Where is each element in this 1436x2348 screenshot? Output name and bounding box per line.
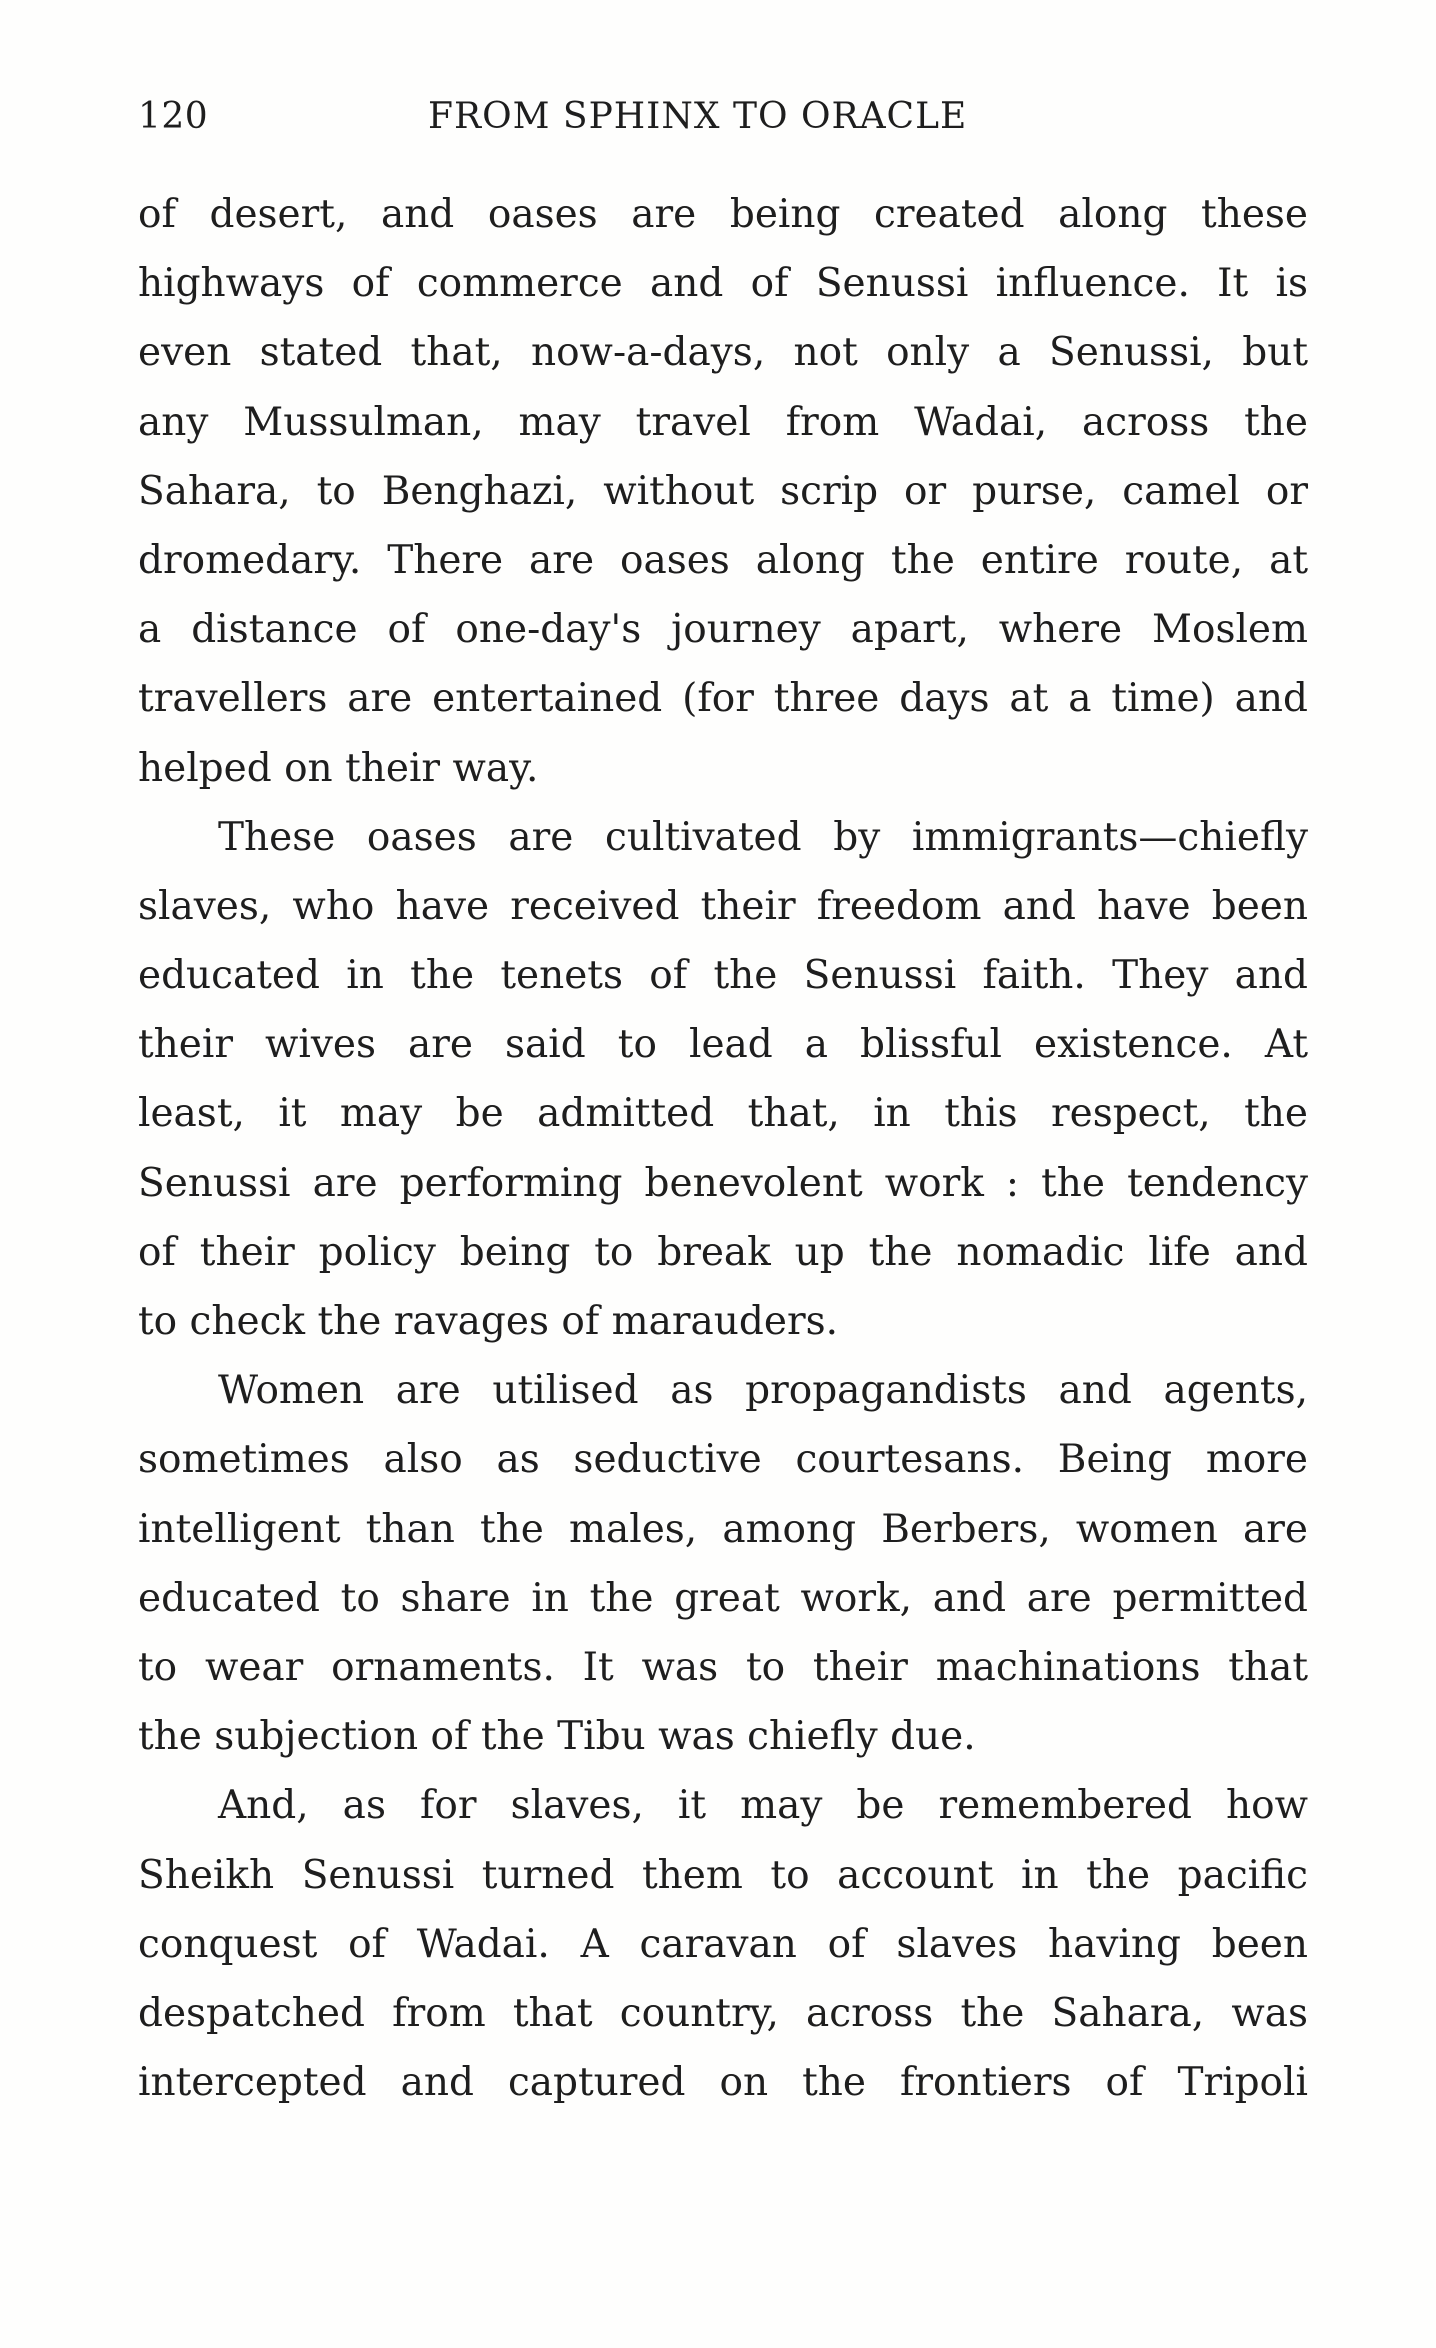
- page-number: 120: [138, 96, 209, 137]
- text-line: dromedary. There are oases along the entire route, at: [138, 537, 1308, 583]
- text-line: intelligent than the males, among Berbers, women are: [138, 1506, 1308, 1552]
- text-line: travellers are entertained (for three days at a time) and: [138, 676, 1308, 722]
- text-line: slaves, who have received their freedom and have been: [138, 883, 1308, 929]
- text-line: And, as for slaves, it may be remembered how: [218, 1783, 1308, 1829]
- text-line: sometimes also as seductive courtesans. Being more: [138, 1437, 1308, 1483]
- text-line: Sheikh Senussi turned them to account in the pacific: [138, 1852, 1308, 1898]
- text-line: educated to share in the great work, and are permitted: [138, 1575, 1308, 1621]
- text-line: educated in the tenets of the Senussi faith. They and: [138, 953, 1308, 999]
- text-line: highways of commerce and of Senussi influence. It is: [138, 261, 1308, 307]
- running-title: FROM SPHINX TO ORACLE: [428, 96, 968, 137]
- text-line: any Mussulman, may travel from Wadai, across the: [138, 399, 1308, 445]
- text-line: despatched from that country, across the Sahara, was: [138, 1990, 1308, 2036]
- text-line: helped on their way.: [138, 745, 539, 791]
- text-line: to check the ravages of marauders.: [138, 1299, 839, 1344]
- text-line: a distance of one-day's journey apart, where Moslem: [138, 607, 1308, 653]
- text-line: even stated that, now-a-days, not only a Senussi, but: [138, 330, 1308, 376]
- text-line: conquest of Wadai. A caravan of slaves having been: [138, 1921, 1308, 1967]
- text-line: their wives are said to lead a blissful existence. At: [138, 1022, 1308, 1068]
- text-line: Women are utilised as propagandists and agents,: [218, 1368, 1308, 1414]
- text-line: These oases are cultivated by immigrants—chiefly: [218, 814, 1308, 860]
- body-text: [138, 180, 1308, 2117]
- text-line: of their policy being to break up the nomadic life and: [138, 1229, 1308, 1275]
- text-line: of desert, and oases are being created along these: [138, 192, 1308, 237]
- text-line: the subjection of the Tibu was chiefly due.: [138, 1714, 976, 1760]
- text-line: Sahara, to Benghazi, without scrip or purse, camel or: [138, 468, 1308, 514]
- text-line: Senussi are performing benevolent work : the tendency: [138, 1160, 1308, 1206]
- running-head: [138, 92, 1308, 142]
- text-line: intercepted and captured on the frontiers of Tripoli: [138, 2060, 1308, 2106]
- text-line: least, it may be admitted that, in this respect, the: [138, 1091, 1308, 1137]
- text-line: to wear ornaments. It was to their machinations that: [138, 1644, 1308, 1690]
